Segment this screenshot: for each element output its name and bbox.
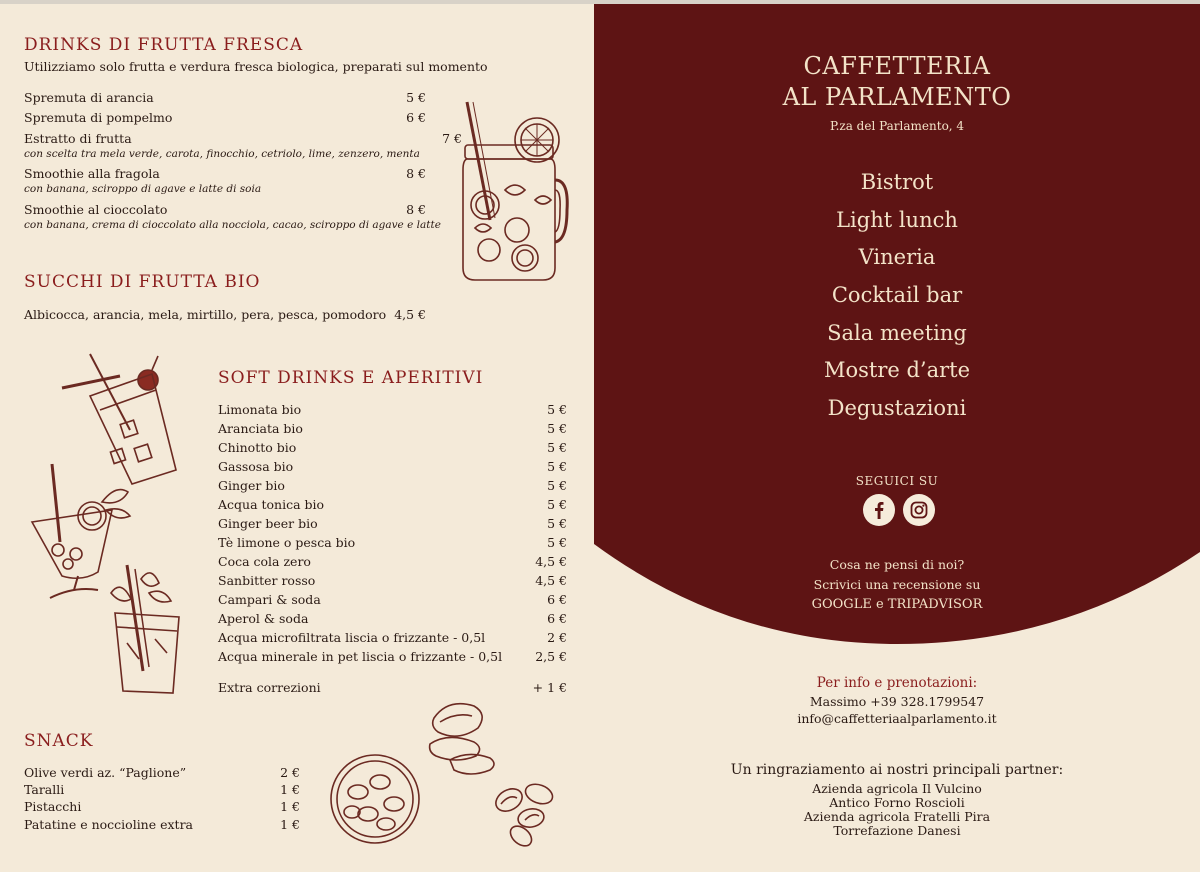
- drinks-item-desc: con scelta tra mela verde, carota, finocchio, cetriolo, lime, zenzero, menta: [24, 148, 420, 160]
- drinks-item-price: 8 €: [406, 202, 426, 217]
- succhi-title: SUCCHI DI FRUTTA BIO: [24, 272, 261, 292]
- snack-title: SNACK: [24, 731, 94, 751]
- soft-item-price: 5 €: [547, 459, 567, 474]
- soft-item-name: Aperol & soda: [218, 611, 309, 626]
- soft-item-name: Coca cola zero: [218, 554, 311, 569]
- soft-item-name: Sanbitter rosso: [218, 573, 316, 588]
- soft-item-name: Aranciata bio: [218, 421, 303, 436]
- soft-item-name: Ginger beer bio: [218, 516, 318, 531]
- chips-icon: [428, 698, 500, 776]
- soft-item-price: 2,5 €: [535, 649, 567, 664]
- drinks-item-price: 8 €: [406, 166, 426, 181]
- service-item: Mostre d’arte: [823, 358, 971, 382]
- soft-item-price: 5 €: [547, 421, 567, 436]
- drinks-item-name: Spremuta di pompelmo: [24, 110, 173, 125]
- snack-item-price: 1 €: [280, 799, 300, 814]
- info-email[interactable]: info@caffetteriaalparlamento.it: [797, 711, 997, 726]
- drinks-item-desc: con banana, crema di cioccolato alla nocciola, cacao, sciroppo di agave e latte: [24, 219, 441, 231]
- soft-item-price: 5 €: [547, 402, 567, 417]
- review-line3: GOOGLE e TRIPADVISOR: [811, 597, 983, 612]
- service-item: Sala meeting: [827, 321, 967, 345]
- soft-item-name: Gassosa bio: [218, 459, 294, 474]
- service-item: Degustazioni: [827, 396, 967, 420]
- drinks-item-price: 5 €: [406, 90, 426, 105]
- succhi-item-price: 4,5 €: [394, 307, 426, 322]
- soft-item-price: 2 €: [547, 630, 567, 645]
- soft-item-price: 5 €: [547, 516, 567, 531]
- soft-extra-name: Extra correzioni: [218, 680, 321, 695]
- brand-address: P.za del Parlamento, 4: [829, 119, 965, 133]
- snack-item-price: 2 €: [280, 765, 300, 780]
- soft-item-name: Acqua microfiltrata liscia o frizzante - 0,5l: [218, 630, 486, 645]
- soft-item-price: 5 €: [547, 440, 567, 455]
- soft-item-price: 4,5 €: [535, 573, 567, 588]
- succhi-item-name: Albicocca, arancia, mela, mirtillo, pera, pesca, pomodoro: [24, 307, 387, 322]
- partner-item: Antico Forno Roscioli: [829, 795, 965, 810]
- service-item: Cocktail bar: [831, 283, 963, 307]
- service-item: Light lunch: [836, 208, 958, 232]
- soft-item-price: 6 €: [547, 611, 567, 626]
- snack-item-name: Pistacchi: [24, 799, 82, 814]
- soft-item-name: Limonata bio: [218, 402, 302, 417]
- info-title: Per info e prenotazioni:: [816, 675, 978, 691]
- soft-item-name: Acqua tonica bio: [218, 497, 325, 512]
- pistachio-icon: [487, 776, 559, 851]
- soft-item-price: 5 €: [547, 497, 567, 512]
- soft-item-name: Tè limone o pesca bio: [218, 535, 356, 550]
- soft-item-price: 5 €: [547, 478, 567, 493]
- soft-item-price: 6 €: [547, 592, 567, 607]
- partner-item: Azienda agricola Fratelli Pira: [803, 809, 991, 824]
- olive-bowl-icon: [328, 752, 423, 847]
- soft-item-name: Chinotto bio: [218, 440, 297, 455]
- follow-label: SEGUICI SU: [855, 474, 939, 488]
- highball-cocktail-icon: [105, 563, 190, 698]
- info-phone[interactable]: Massimo +39 328.1799547: [809, 694, 985, 709]
- soft-item-name: Acqua minerale in pet liscia o frizzante - 0,5l: [218, 649, 503, 664]
- drinks-item-price: 7 €: [442, 131, 462, 146]
- facebook-icon-glyph: [870, 501, 888, 519]
- drinks-item-name: Smoothie alla fragola: [24, 166, 160, 181]
- partner-item: Azienda agricola Il Vulcino: [812, 781, 982, 796]
- mason-jar-drink-icon: [455, 100, 570, 285]
- instagram-icon-glyph: [910, 501, 928, 519]
- snack-item-name: Taralli: [24, 782, 65, 797]
- snack-item-name: Patatine e noccioline extra: [24, 817, 194, 832]
- soft-item-name: Ginger bio: [218, 478, 285, 493]
- soft-item-price: 5 €: [547, 535, 567, 550]
- brand-name-line1: CAFFETTERIA: [803, 52, 991, 80]
- partners-title: Un ringraziamento ai nostri principali partner:: [730, 762, 1064, 778]
- soft-title: SOFT DRINKS E APERITIVI: [218, 368, 484, 388]
- instagram-icon[interactable]: [903, 494, 935, 526]
- review-line2: Scrivici una recensione su: [813, 577, 981, 592]
- soft-extra-price: + 1 €: [532, 680, 567, 695]
- service-item: Vineria: [858, 245, 936, 269]
- partner-item: Torrefazione Danesi: [833, 823, 961, 838]
- review-line1: Cosa ne pensi di noi?: [829, 557, 965, 572]
- soft-item-name: Campari & soda: [218, 592, 321, 607]
- snack-item-price: 1 €: [280, 782, 300, 797]
- snack-item-price: 1 €: [280, 817, 300, 832]
- soft-item-price: 4,5 €: [535, 554, 567, 569]
- drinks-item-desc: con banana, sciroppo di agave e latte di soia: [24, 183, 262, 195]
- drinks-item-name: Smoothie al cioccolato: [24, 202, 168, 217]
- drinks-item-price: 6 €: [406, 110, 426, 125]
- drinks-subtitle: Utilizziamo solo frutta e verdura fresca biologica, preparati sul momento: [24, 59, 488, 74]
- drinks-title: DRINKS DI FRUTTA FRESCA: [24, 35, 304, 55]
- snack-item-name: Olive verdi az. “Paglione”: [24, 765, 187, 780]
- brand-name-line2: AL PARLAMENTO: [782, 83, 1012, 111]
- drinks-item-name: Estratto di frutta: [24, 131, 132, 146]
- service-item: Bistrot: [860, 170, 934, 194]
- drinks-item-name: Spremuta di arancia: [24, 90, 154, 105]
- facebook-icon[interactable]: [863, 494, 895, 526]
